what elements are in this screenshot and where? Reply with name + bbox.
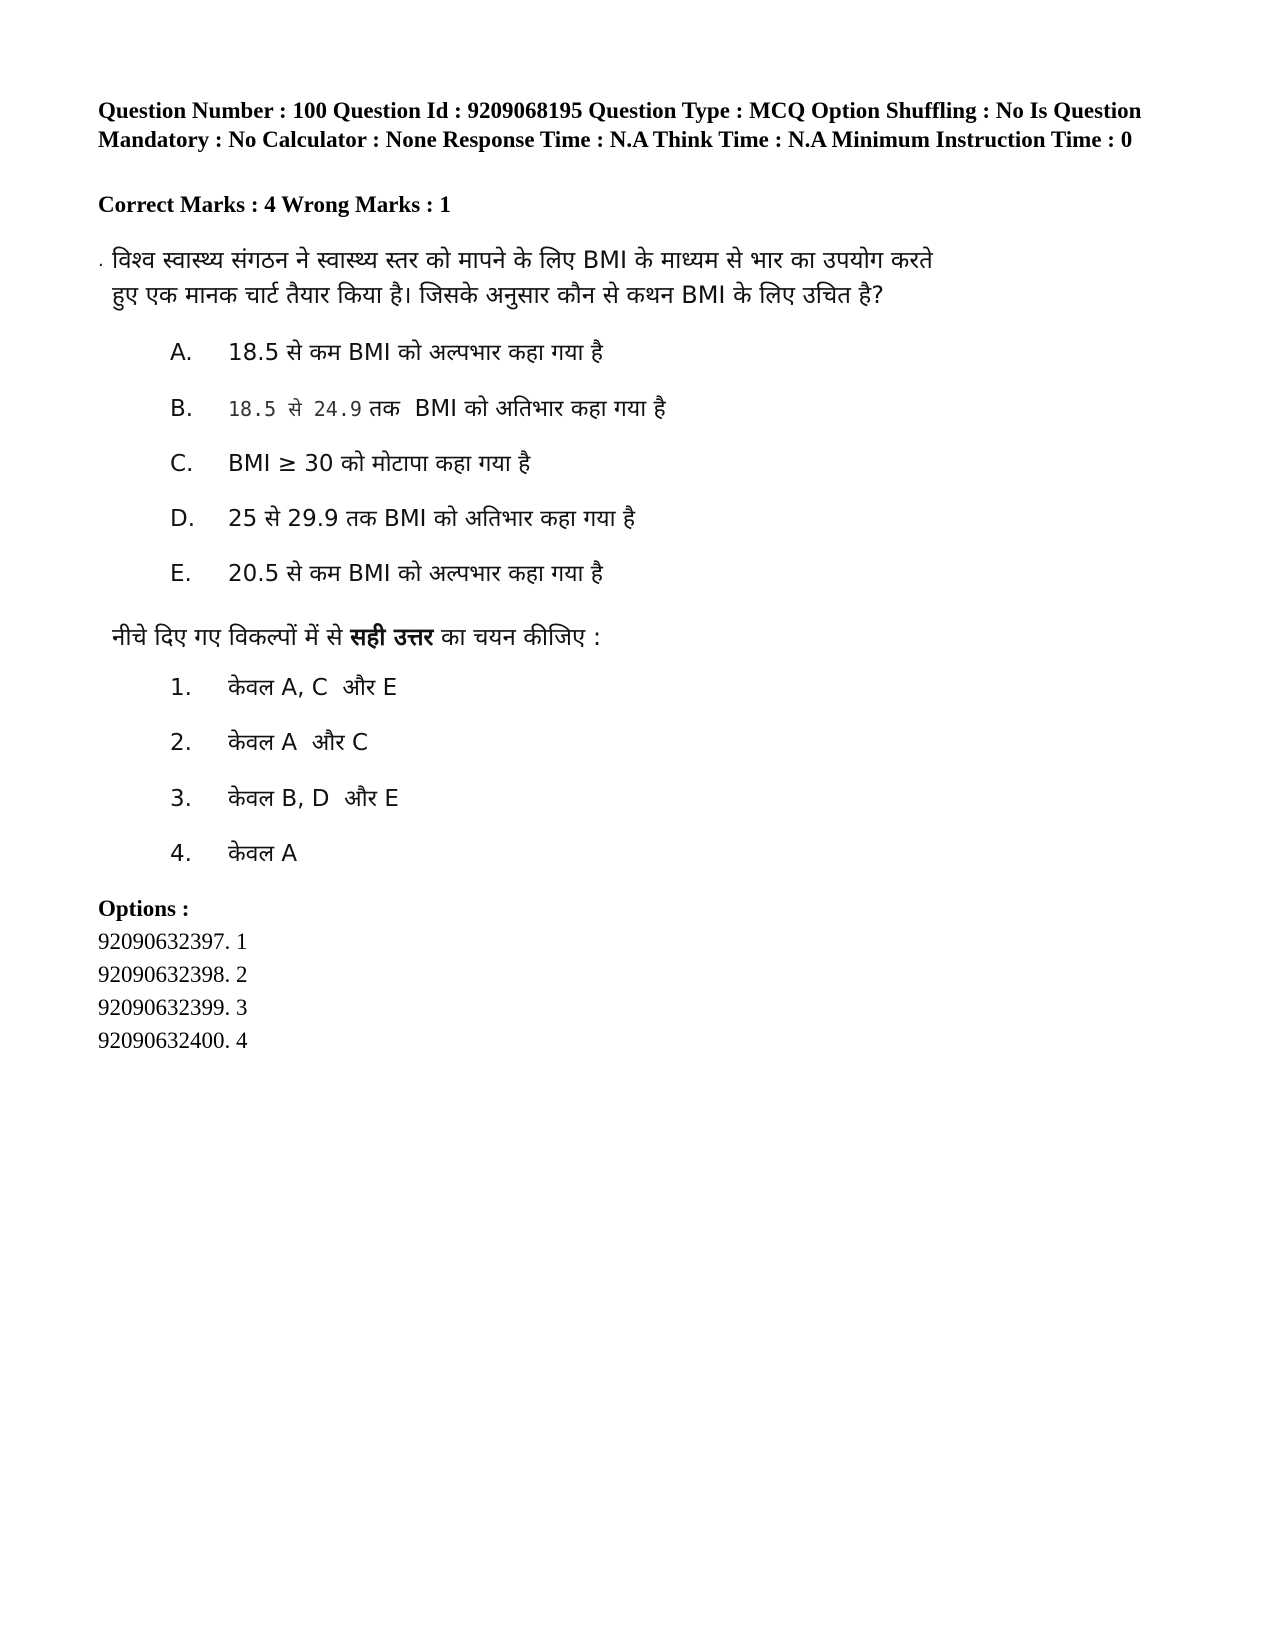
option-item: 92090632400. 4 xyxy=(98,1028,248,1053)
statement-text: 25 से 29.9 तक BMI को अतिभार कहा गया है xyxy=(228,506,636,532)
choice-text: केवल A, C और E xyxy=(228,675,398,701)
option-item: 92090632398. 2 xyxy=(98,962,248,987)
choice-text: केवल A और C xyxy=(228,730,369,756)
choice-label: 4. xyxy=(170,841,192,867)
choice-3 xyxy=(170,781,399,813)
statement-label: B. xyxy=(170,396,194,422)
option-item: 92090632397. 1 xyxy=(98,929,248,954)
question-meta: Question Number : 100 Question Id : 9209068195 Question Type : MCQ Option Shuffling : No Is Question Mandatory : No Calculator : None Response Time : N.A Think Time : N.A Minimum Instruction Time : 0 xyxy=(98,98,1142,152)
statement-label: D. xyxy=(170,506,196,532)
choice-label: 3. xyxy=(170,786,192,812)
question-line-2: हुए एक मानक चार्ट तैयार किया है। जिसके अनुसार कौन से कथन BMI के लिए उचित है? xyxy=(112,281,884,309)
statement-a xyxy=(170,335,603,367)
marks-info: Correct Marks : 4 Wrong Marks : 1 xyxy=(98,192,451,217)
instruction-bold: सही उत्तर xyxy=(350,623,434,651)
options-heading: Options : xyxy=(98,896,190,921)
statement-b xyxy=(170,391,666,423)
statement-text: 18.5 से कम BMI को अल्पभार कहा गया है xyxy=(228,340,604,366)
question-line-1: . विश्व स्वास्थ्य संगठन ने स्वास्थ्य स्तर को मापने के लिए BMI के माध्यम से भार का उपयोग करते xyxy=(98,243,1098,278)
statement-c xyxy=(170,446,530,478)
statement-text: तक BMI को अतिभार कहा गया है xyxy=(361,396,666,422)
choice-label: 2. xyxy=(170,730,192,756)
instruction-after: का चयन कीजिए : xyxy=(433,623,602,651)
instruction-text xyxy=(112,620,601,653)
question-bullet: . xyxy=(98,250,104,271)
statement-d xyxy=(170,501,635,533)
statement-label: C. xyxy=(170,451,194,477)
statement-text: 20.5 से कम BMI को अल्पभार कहा गया है xyxy=(228,561,604,587)
choice-4 xyxy=(170,836,297,868)
question-text xyxy=(98,243,1098,313)
option-item: 92090632399. 3 xyxy=(98,995,248,1020)
choice-2 xyxy=(170,725,368,757)
statement-range: 18.5 से 24.9 xyxy=(228,397,362,421)
statement-e xyxy=(170,556,603,588)
statement-label: A. xyxy=(170,340,193,366)
choice-label: 1. xyxy=(170,675,192,701)
choice-text: केवल B, D और E xyxy=(228,786,399,812)
instruction-before: नीचे दिए गए विकल्पों में से xyxy=(112,623,351,651)
statement-text: BMI ≥ 30 को मोटापा कहा गया है xyxy=(228,451,531,477)
choice-1 xyxy=(170,670,397,702)
statement-label: E. xyxy=(170,561,192,587)
choice-text: केवल A xyxy=(228,841,298,867)
